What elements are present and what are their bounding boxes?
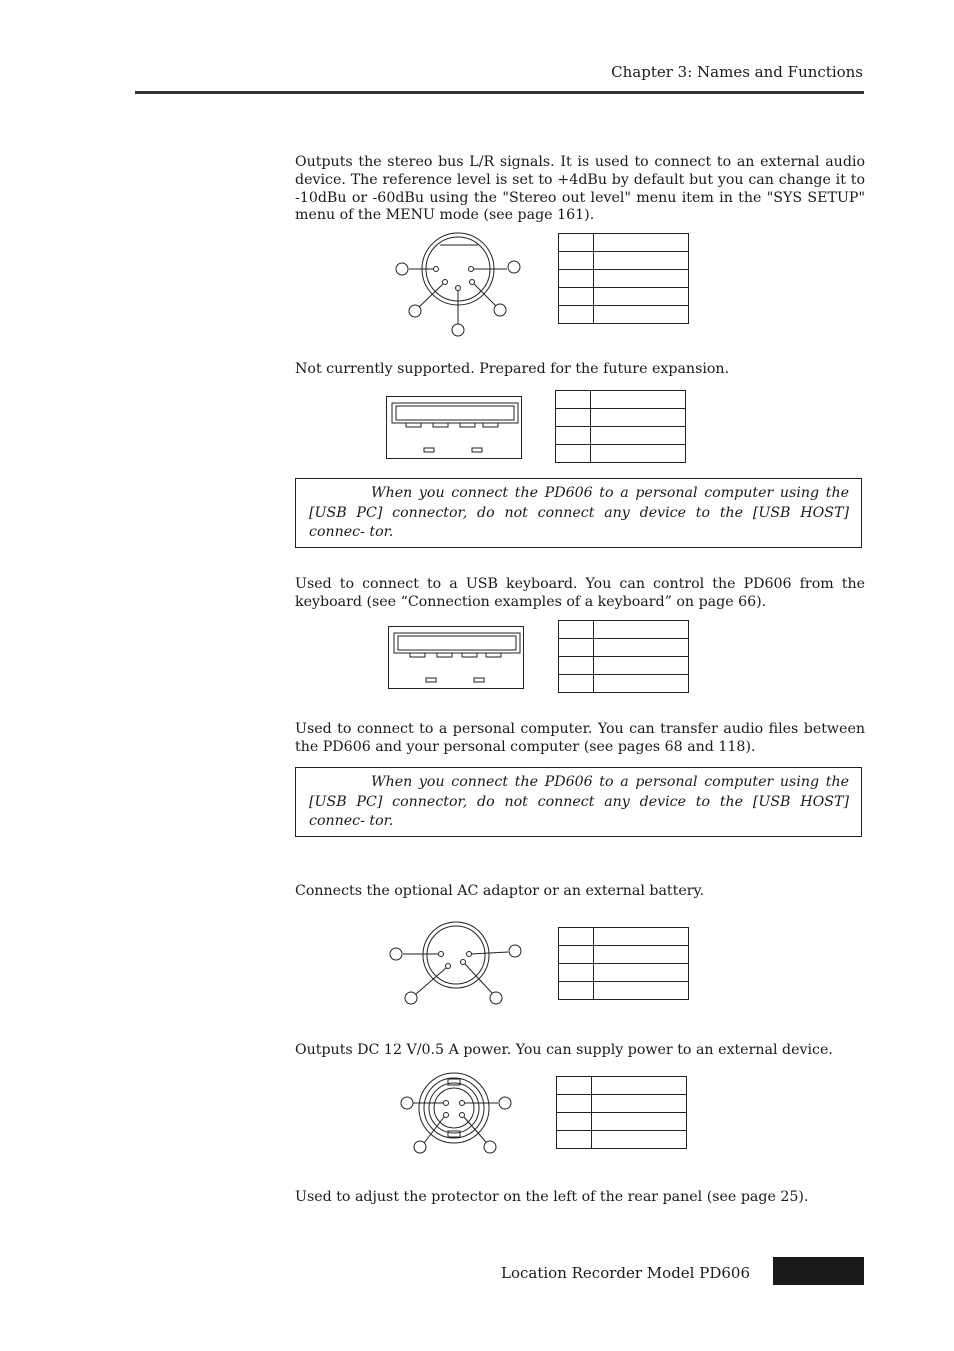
usb-expansion-description: Not currently supported. Prepared for the future expansion. xyxy=(295,361,730,377)
dc-in-pin-table xyxy=(558,927,689,1000)
note-text: When you connect the PD606 to a personal computer using the [USB PC] connector, do not connect any device to the [USB HOST] connec- tor. xyxy=(309,485,849,540)
dc-in-4pin-connector-diagram xyxy=(388,920,524,1008)
dc-in-description: Connects the optional AC adaptor or an external battery. xyxy=(295,883,705,899)
usb-host-pin-table xyxy=(558,620,689,693)
protector-description: Used to adjust the protector on the left of the rear panel (see page 25). xyxy=(295,1189,809,1205)
footer-product-name: Location Recorder Model PD606 xyxy=(501,1264,750,1282)
usb-note-box-1 xyxy=(295,478,862,548)
usb-host-connector-diagram xyxy=(388,626,526,690)
header-rule xyxy=(135,91,864,94)
usb-pc-description: Used to connect to a personal computer. You can transfer audio files between the PD606 and your personal computer (see pages 68 and 118). xyxy=(295,721,865,755)
hirose-4pin-connector-diagram xyxy=(398,1072,516,1160)
stereo-out-pin-table xyxy=(558,233,689,324)
usb-expansion-pin-table xyxy=(555,390,686,463)
usb-host-description: Used to connect to a USB keyboard. You can control the PD606 from the keyboard (see “Connection examples of a keyboard” on page 66). xyxy=(295,576,865,610)
dc-out-description: Outputs DC 12 V/0.5 A power. You can supply power to an external device. xyxy=(295,1042,833,1058)
xlr-5pin-connector-diagram xyxy=(392,232,527,337)
usb-note-box-2 xyxy=(295,767,862,837)
usb-a-connector-diagram xyxy=(386,396,524,460)
dc-out-pin-table xyxy=(556,1076,687,1149)
note-text: When you connect the PD606 to a personal computer using the [USB PC] connector, do not connect any device to the [USB HOST] connec- tor. xyxy=(309,774,849,829)
chapter-title: Chapter 3: Names and Functions xyxy=(611,63,863,81)
stereo-out-description: Outputs the stereo bus L/R signals. It is used to connect to an external audio device. The reference level is set to +4dBu by default but you can change it to -10dBu or -60dBu using the "Stereo out level" menu item in the "SYS SETUP" menu of the MENU mode (see page 161). xyxy=(295,154,865,224)
page-number-block xyxy=(773,1257,864,1285)
